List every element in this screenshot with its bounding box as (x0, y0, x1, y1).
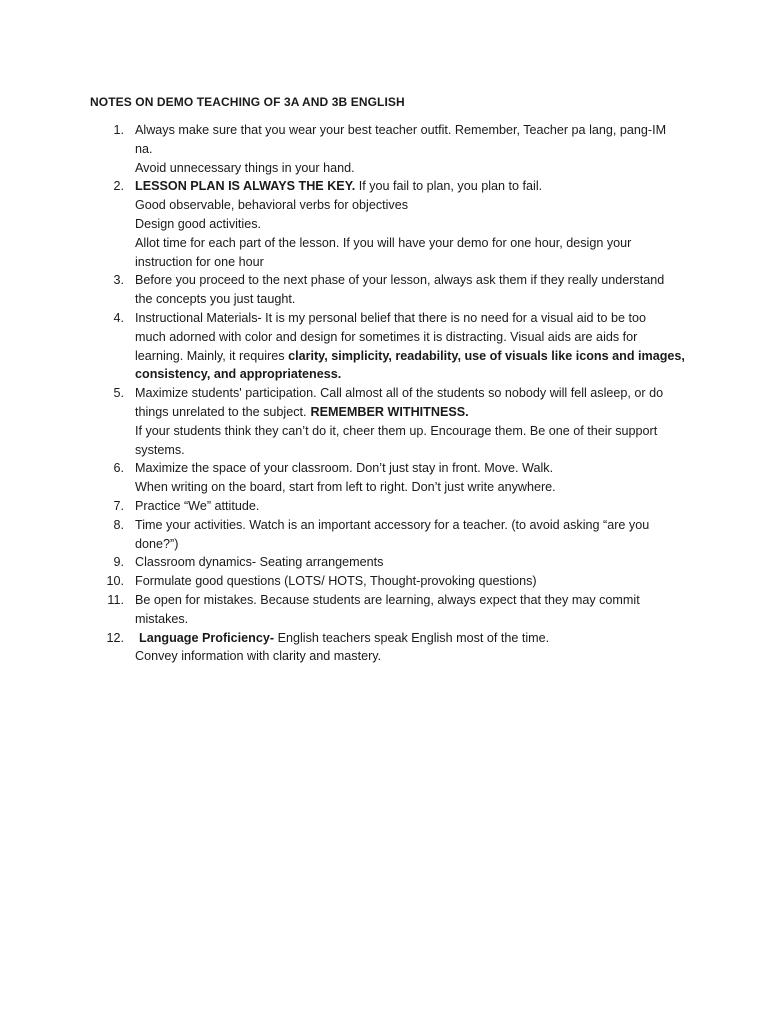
item-text: Good observable, behavioral verbs for objectives (135, 198, 409, 213)
item-text (135, 365, 675, 384)
item-number: 1. (113, 123, 124, 137)
list-item (0, 553, 675, 572)
list-item (0, 271, 675, 309)
item-text-rest: English teachers speak English most of the time. (274, 630, 550, 645)
emphasis-text: clarity, simplicity, readability, use of visuals like icons and images, (288, 348, 685, 363)
notes-list (0, 121, 768, 666)
item-text: done?”) (135, 536, 179, 551)
item-number: 12. (106, 630, 124, 645)
item-text: much adorned with color and design for sometimes it is distracting. Visual aids are aids for (135, 329, 638, 344)
item-text: Classroom dynamics- Seating arrangements (135, 555, 384, 570)
list-item (0, 591, 675, 629)
emphasis-text: REMEMBER WITHITNESS. (310, 404, 469, 419)
item-text (135, 347, 685, 366)
item-text: Instructional Materials- It is my personal belief that there is no need for a visual aid to be too (135, 310, 647, 325)
item-text: Allot time for each part of the lesson. If you will have your demo for one hour, design your (135, 235, 632, 250)
item-text-plain: learning. Mainly, it requires (135, 348, 289, 363)
list-item (0, 121, 675, 177)
item-number: 4. (113, 310, 124, 325)
item-text: systems. (135, 442, 185, 457)
item-text: Be open for mistakes. Because students are learning, always expect that they may commit (135, 592, 640, 607)
item-text: the concepts you just taught. (135, 292, 296, 307)
item-text: Formulate good questions (LOTS/ HOTS, Thought-provoking questions) (135, 574, 537, 589)
item-text: Maximize students' participation. Call almost all of the students so nobody will fell asleep, or do (135, 386, 664, 401)
list-item (0, 572, 675, 591)
list-item (0, 497, 675, 516)
item-number: 10. (106, 574, 124, 589)
item-text: When writing on the board, start from left to right. Don’t just write anywhere. (135, 480, 556, 495)
item-text-plain: things unrelated to the subject. (135, 404, 307, 419)
list-item (0, 516, 675, 554)
item-text (135, 177, 675, 196)
item-text: Before you proceed to the next phase of your lesson, always ask them if they really understand (135, 273, 665, 288)
emphasis-text: Language Proficiency- (139, 630, 275, 645)
list-item (0, 629, 675, 667)
item-number: 9. (113, 555, 124, 570)
emphasis-text: LESSON PLAN IS ALWAYS THE KEY. (135, 179, 356, 194)
list-item (0, 384, 675, 459)
item-text: Always make sure that you wear your best teacher outfit. Remember, Teacher pa lang, pang-IM (135, 123, 667, 137)
list-item (0, 309, 685, 384)
item-text: Avoid unnecessary things in your hand. (135, 160, 355, 175)
item-text: Practice “We” attitude. (135, 498, 260, 513)
item-text: Convey information with clarity and mastery. (135, 649, 382, 664)
item-number: 7. (113, 498, 124, 513)
list-item (0, 177, 675, 271)
emphasis-text: consistency, and appropriateness. (135, 367, 342, 382)
list-item (0, 459, 675, 497)
item-text: na. (135, 141, 153, 156)
item-text: Design good activities. (135, 216, 262, 231)
item-text (135, 629, 675, 648)
item-text: Time your activities. Watch is an important accessory for a teacher. (to avoid asking “are you (135, 517, 650, 532)
item-text: If your students think they can’t do it, cheer them up. Encourage them. Be one of their support (135, 423, 658, 438)
document-title: NOTES ON DEMO TEACHING OF 3A AND 3B ENGLISH (90, 95, 405, 109)
item-number: 11. (107, 592, 124, 607)
item-number: 6. (113, 461, 124, 476)
item-text: Maximize the space of your classroom. Don’t just stay in front. Move. Walk. (135, 461, 554, 476)
item-text (135, 403, 675, 422)
item-number: 2. (113, 179, 124, 194)
item-number: 5. (113, 386, 124, 401)
item-number: 8. (113, 517, 124, 532)
item-text: instruction for one hour (135, 254, 264, 269)
item-number: 3. (113, 273, 124, 288)
item-text: mistakes. (135, 611, 189, 626)
item-text-rest: If you fail to plan, you plan to fail. (355, 179, 543, 194)
